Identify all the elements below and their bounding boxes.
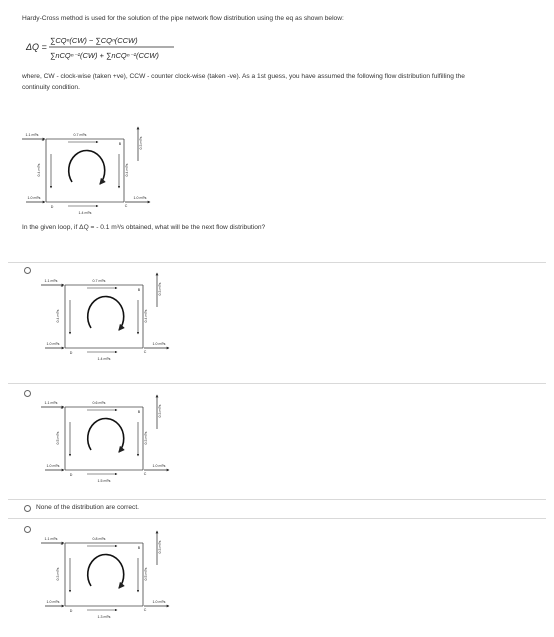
label-flow-ab: 0.8 m³/s <box>92 537 106 541</box>
label-outflow-d: 1.0 m³/s <box>27 196 41 200</box>
option-4-diagram[interactable] <box>31 528 181 633</box>
label-flow-dc: 1.4 m³/s <box>97 357 111 361</box>
label-flow-dc: 1.3 m³/s <box>97 615 111 619</box>
label-inflow-a: 1.1 m³/s <box>44 401 58 405</box>
node-d: D <box>69 473 73 477</box>
clockwise-loop-arrow <box>88 554 124 588</box>
node-b: B <box>137 410 141 414</box>
node-b: B <box>118 142 122 146</box>
separator <box>8 518 546 519</box>
node-c: C <box>143 608 147 612</box>
question-intro: Hardy-Cross method is used for the solution of the pipe network flow distribution using the eq as shown below: <box>22 15 344 22</box>
label-flow-ad: 0.4 m³/s <box>56 309 60 323</box>
label-flow-dc: 1.4 m³/s <box>78 211 92 215</box>
node-b: B <box>137 288 141 292</box>
node-d: D <box>50 205 54 209</box>
node-c: C <box>143 350 147 354</box>
clockwise-loop-arrow <box>69 150 105 184</box>
option-1-radio[interactable] <box>24 267 31 274</box>
label-outflow-d: 1.0 m³/s <box>46 342 60 346</box>
label-flow-ad: 0.5 m³/s <box>56 431 60 445</box>
separator <box>8 383 546 384</box>
label-flow-top-right: 0.3 m³/s <box>139 136 143 150</box>
given-network-diagram <box>12 124 162 229</box>
label-flow-bc: 0.3 m³/s <box>144 431 148 445</box>
label-outflow-d: 1.0 m³/s <box>46 600 60 604</box>
label-inflow-a: 1.1 m³/s <box>25 133 39 137</box>
option-2-radio[interactable] <box>24 390 31 397</box>
label-flow-bc: 0.4 m³/s <box>125 163 129 177</box>
label-flow-top-right: 0.3 m³/s <box>158 282 162 296</box>
node-c: C <box>143 472 147 476</box>
option-1-diagram[interactable] <box>31 270 181 375</box>
equation-numerator: ∑CQⁿ(CW) − ∑CQⁿ(CCW) <box>50 36 138 45</box>
equation-denominator: ∑nCQⁿ⁻¹(CW) + ∑nCQⁿ⁻¹(CCW) <box>50 51 159 60</box>
node-a: A <box>60 542 64 546</box>
node-a: A <box>60 406 64 410</box>
node-d: D <box>69 609 73 613</box>
label-flow-bc: 0.4 m³/s <box>144 309 148 323</box>
question-prompt: In the given loop, if ΔQ = - 0.1 m³/s obtained, what will be the next flow distribution? <box>22 224 266 231</box>
node-d: D <box>69 351 73 355</box>
label-flow-top-right: 0.3 m³/s <box>158 404 162 418</box>
label-flow-ab: 0.7 m³/s <box>92 279 106 283</box>
option-3-radio[interactable] <box>24 505 31 512</box>
option-4-radio[interactable] <box>24 526 31 533</box>
separator <box>8 499 546 500</box>
label-flow-bc: 0.5 m³/s <box>144 567 148 581</box>
where-line-1: where, CW - clock-wise (taken +ve), CCW - counter clock-wise (taken -ve). As a 1st guess, you have assumed the following flow distribution fulfilling the <box>22 73 465 80</box>
label-inflow-a: 1.1 m³/s <box>44 279 58 283</box>
separator <box>8 262 546 263</box>
clockwise-loop-arrow <box>88 418 124 452</box>
hardy-cross-equation <box>26 30 226 66</box>
label-outflow-c: 1.0 m³/s <box>152 464 166 468</box>
label-outflow-c: 1.0 m³/s <box>133 196 147 200</box>
option-3-label[interactable]: None of the distribution are correct. <box>36 504 139 511</box>
node-c: C <box>124 204 128 208</box>
label-flow-top-right: 0.3 m³/s <box>158 540 162 554</box>
label-outflow-d: 1.0 m³/s <box>46 464 60 468</box>
node-b: B <box>137 546 141 550</box>
label-flow-ab: 0.6 m³/s <box>92 401 106 405</box>
label-flow-ad: 0.3 m³/s <box>56 567 60 581</box>
label-inflow-a: 1.1 m³/s <box>44 537 58 541</box>
option-2-diagram[interactable] <box>31 392 181 497</box>
label-flow-ad: 0.4 m³/s <box>37 163 41 177</box>
clockwise-loop-arrow <box>88 296 124 330</box>
equation-lhs: ΔQ = <box>26 42 47 52</box>
label-outflow-c: 1.0 m³/s <box>152 342 166 346</box>
label-outflow-c: 1.0 m³/s <box>152 600 166 604</box>
node-a: A <box>60 284 64 288</box>
label-flow-dc: 1.5 m³/s <box>97 479 111 483</box>
where-line-2: continuity condition. <box>22 84 80 91</box>
label-flow-ab: 0.7 m³/s <box>73 133 87 137</box>
node-a: A <box>41 138 45 142</box>
